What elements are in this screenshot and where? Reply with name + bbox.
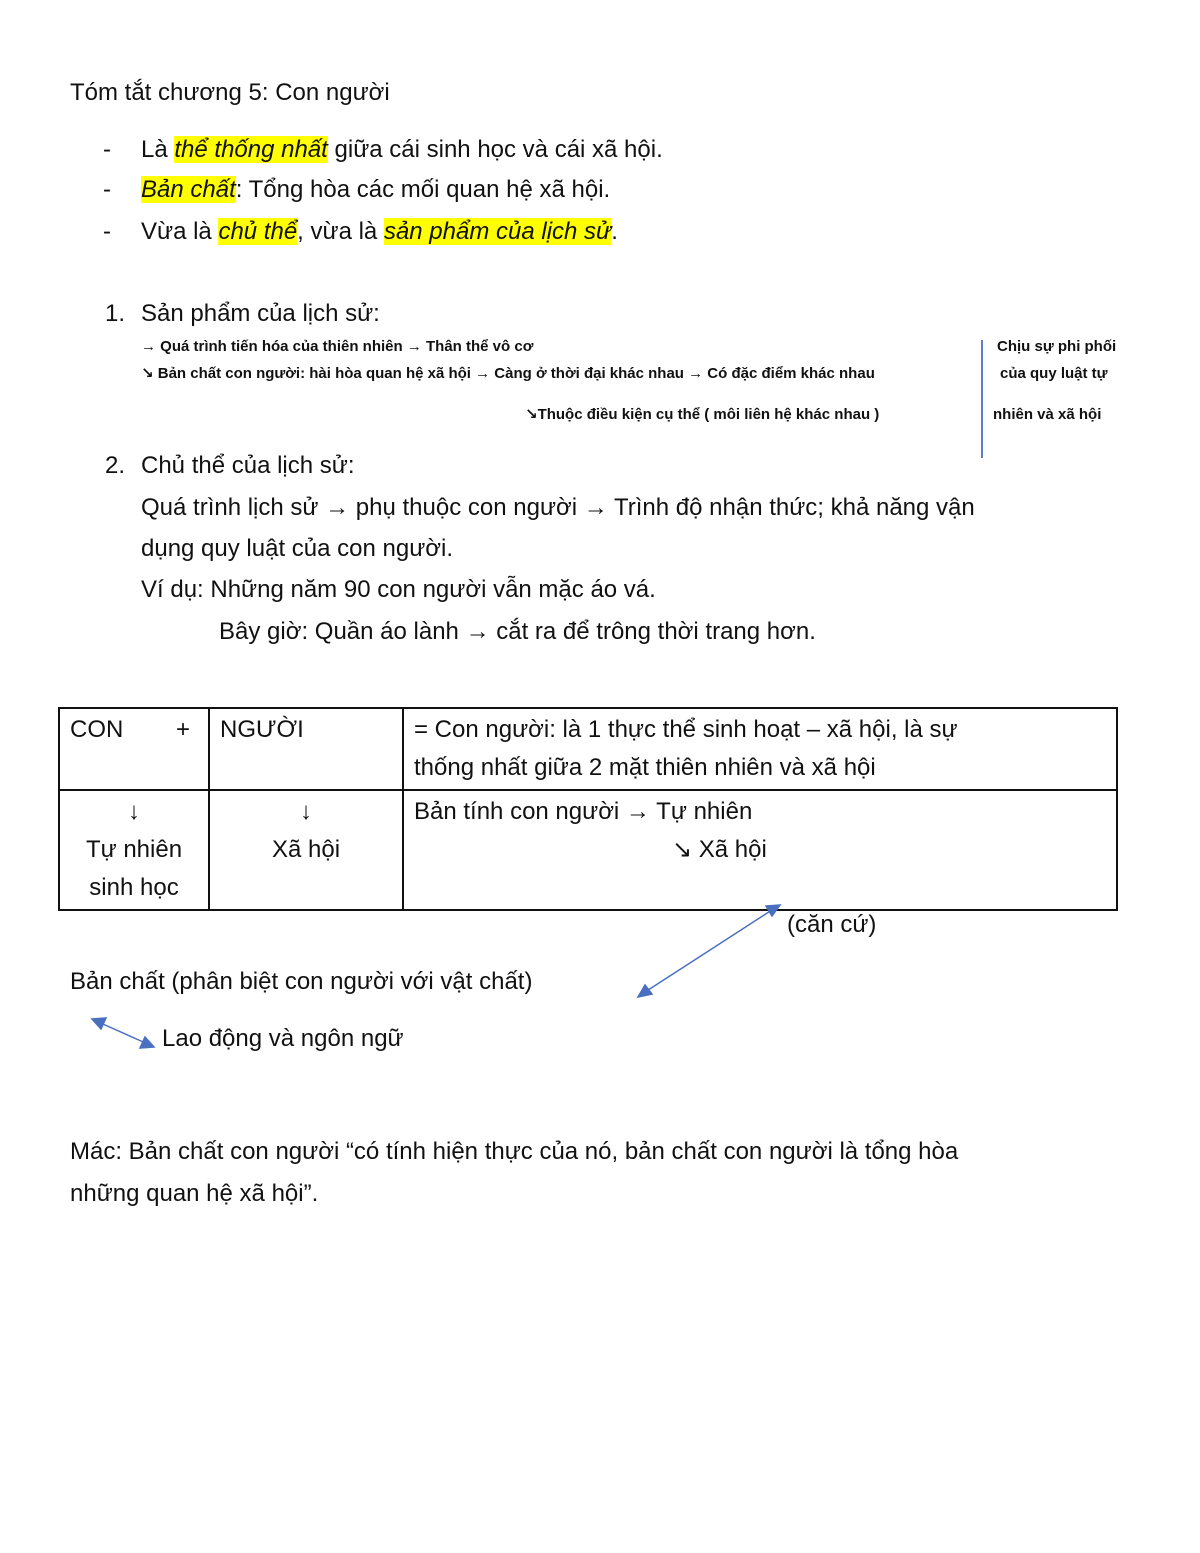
marx-quote-line-2: những quan hệ xã hội”. — [70, 1180, 319, 1207]
bullet-3-mid: , vừa là — [297, 218, 384, 245]
cell-nguoi-text: NGƯỜI — [220, 716, 304, 743]
arrowhead-icon — [140, 1037, 154, 1048]
ban-tinh-line-1: Bản tính con người → Tự nhiên — [414, 798, 753, 825]
arrow-down-icon: ↓ — [300, 798, 312, 825]
cell-plus: + — [175, 716, 190, 743]
ban-chat-label: Bản chất (phân biệt con người với vật chất) — [70, 968, 533, 995]
section-2-line-2: dụng quy luật của con người. — [141, 535, 454, 562]
bullet-3-post: . — [611, 218, 618, 245]
definition-line-1: = Con người: là 1 thực thể sinh hoạt – xã hội, là sự — [414, 716, 958, 743]
bullet-3-highlight-1: chủ thể — [218, 218, 298, 245]
bullet-3: - Vừa là chủ thể, vừa là sản phẩm của lịch sử. — [103, 218, 618, 245]
side-note-3: nhiên và xã hội — [993, 406, 1102, 423]
section-2-number: 2. — [105, 452, 126, 479]
arrow-line-can-cu — [642, 906, 778, 994]
section-1-number: 1. — [105, 300, 126, 327]
arrowhead-icon — [766, 905, 780, 916]
section-2-line-1: Quá trình lịch sử → phụ thuộc con người → Trình độ nhận thức; khả năng vận — [141, 494, 975, 521]
can-cu-label: (căn cứ) — [787, 911, 877, 938]
section-2-line-3: Ví dụ: Những năm 90 con người vẫn mặc áo vá. — [141, 576, 656, 603]
bullet-3-pre: Vừa là — [141, 218, 219, 245]
side-note-1: Chịu sự phi phối — [997, 338, 1117, 355]
section-1-line-2: ↘ Bản chất con người: hài hòa quan hệ xã hội → Càng ở thời đại khác nhau → Có đặc điểm khác nhau — [141, 365, 875, 382]
section-2-line-4: Bây giờ: Quần áo lành → cắt ra để trông thời trang hơn. — [219, 618, 816, 645]
arrowhead-icon — [638, 985, 652, 997]
bullet-2-post: : Tổng hòa các mối quan hệ xã hội. — [235, 176, 611, 203]
ban-tinh-line-2: ↘ Xã hội — [672, 836, 767, 863]
bullet-3-highlight-2: sản phẩm của lịch sử — [383, 218, 612, 245]
bullet-1: - Là thể thống nhất giữa cái sinh học và cái xã hội. — [103, 136, 663, 163]
tu-nhien-text: Tự nhiên — [85, 836, 183, 863]
bullet-1-post: giữa cái sinh học và cái xã hội. — [327, 136, 663, 163]
arrowhead-icon — [92, 1018, 106, 1029]
lao-dong-label: Lao động và ngôn ngữ — [162, 1025, 404, 1052]
section-2-heading: Chủ thể của lịch sử: — [141, 452, 355, 479]
bullet-2-highlight: Bản chất — [141, 176, 236, 203]
bullet-1-highlight: thể thống nhất — [174, 136, 328, 163]
xa-hoi-text: Xã hội — [271, 836, 341, 863]
bullet-2: - Bản chất: Tổng hòa các mối quan hệ xã hội. — [103, 176, 611, 203]
definition-line-2: thống nhất giữa 2 mặt thiên nhiên và xã hội — [414, 754, 876, 781]
arrow-line-lao-dong — [96, 1021, 150, 1045]
sinh-hoc-text: sinh học — [89, 874, 179, 901]
arrow-down-icon: ↓ — [128, 798, 140, 825]
marx-quote-line-1: Mác: Bản chất con người “có tính hiện thực của nó, bản chất con người là tổng hòa — [70, 1138, 959, 1165]
page-title: Tóm tắt chương 5: Con người — [70, 79, 390, 106]
cell-con-text: CON — [70, 716, 124, 743]
bullet-1-pre: Là — [141, 136, 175, 163]
section-1-line-1: → Quá trình tiến hóa của thiên nhiên → Thân thể vô cơ — [141, 338, 534, 355]
section-1-line-3: ↘Thuộc điều kiện cụ thể ( môi liên hệ khác nhau ) — [525, 406, 880, 423]
section-1-heading: Sản phẩm của lịch sử: — [141, 300, 380, 327]
side-note-2: của quy luật tự — [1000, 365, 1108, 382]
